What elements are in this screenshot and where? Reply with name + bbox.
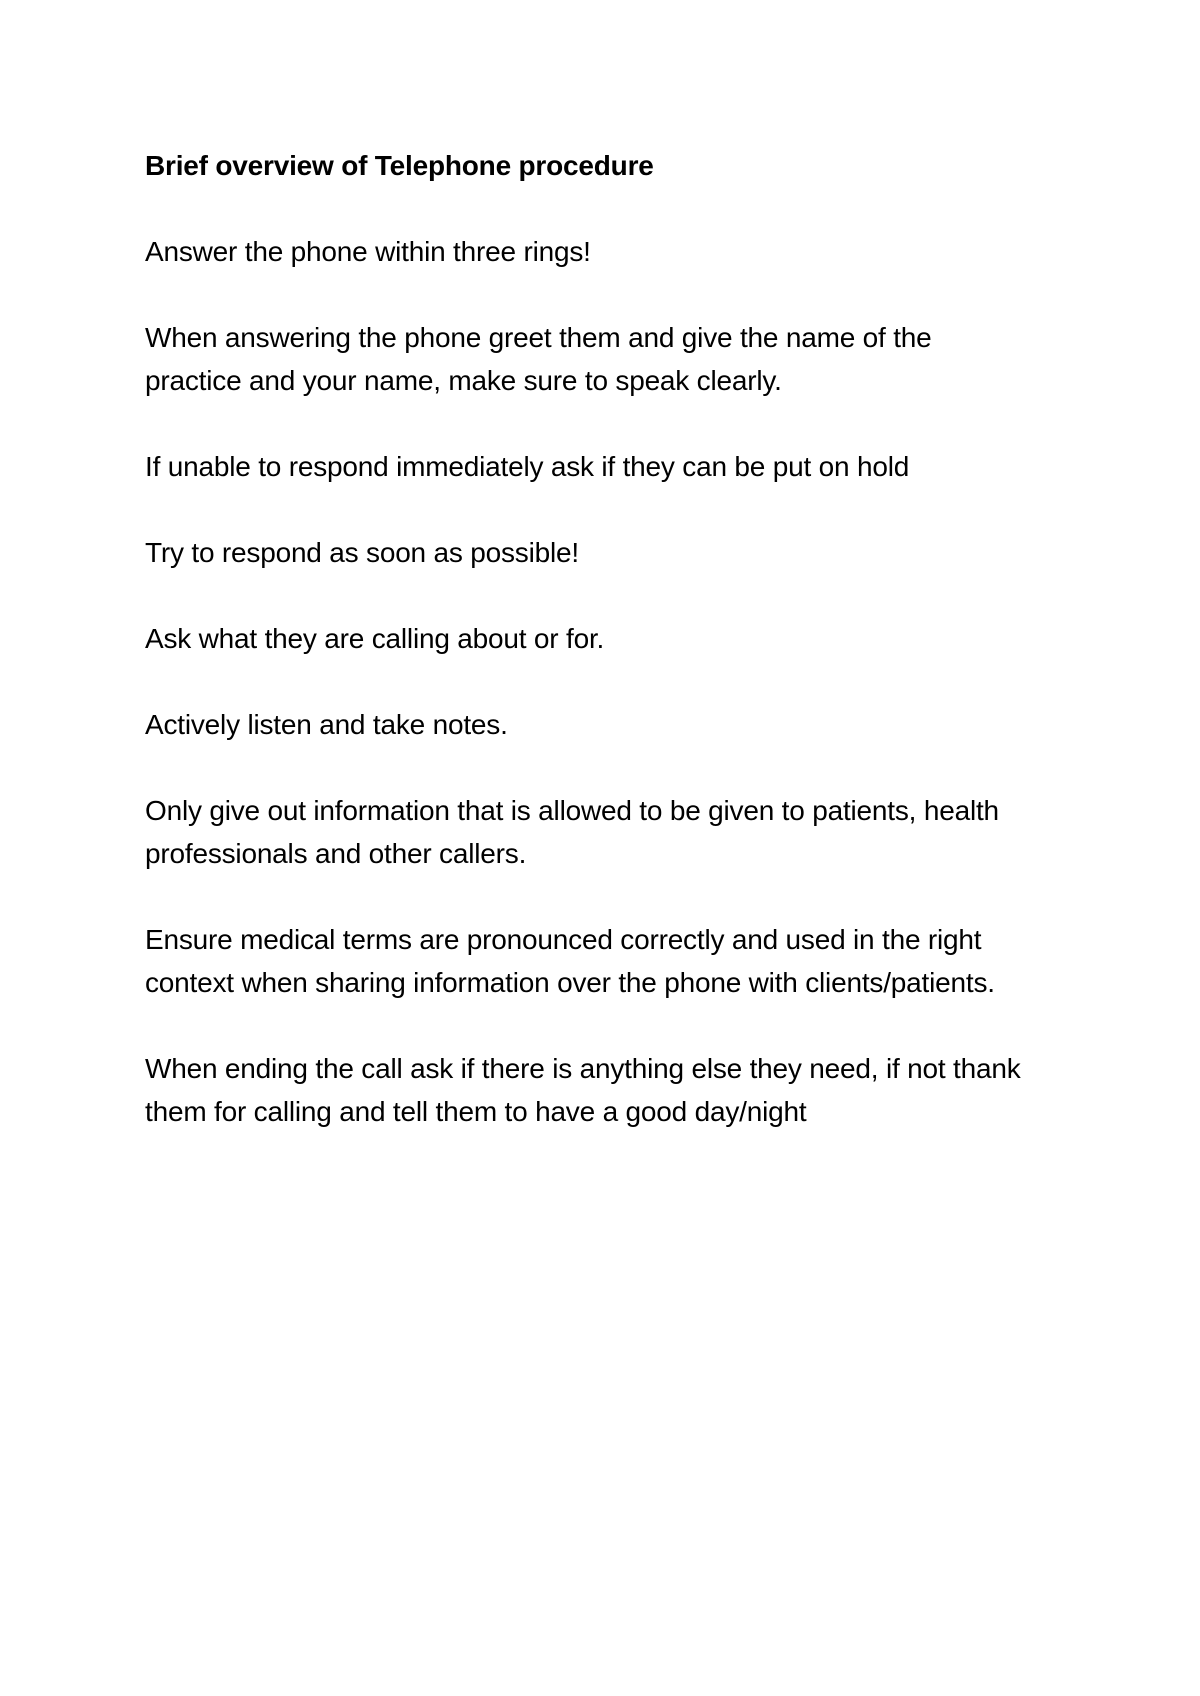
paragraph-answer-rings: Answer the phone within three rings! bbox=[145, 236, 591, 267]
paragraph-information-rules: Only give out information that is allowed to be given to patients, health professionals and other callers. bbox=[145, 795, 999, 869]
page-title: Brief overview of Telephone procedure bbox=[145, 150, 654, 181]
paragraph-respond-soon: Try to respond as soon as possible! bbox=[145, 537, 579, 568]
paragraph-ask-reason: Ask what they are calling about or for. bbox=[145, 623, 605, 654]
paragraph-greeting: When answering the phone greet them and give the name of the practice and your name, make sure to speak clearly. bbox=[145, 322, 932, 396]
paragraph-listen-notes: Actively listen and take notes. bbox=[145, 709, 508, 740]
document-body bbox=[145, 145, 1065, 1176]
paragraph-medical-terms: Ensure medical terms are pronounced correctly and used in the right context when sharing information over the phone with clients/patients. bbox=[145, 924, 995, 998]
paragraph-hold: If unable to respond immediately ask if they can be put on hold bbox=[145, 451, 910, 482]
paragraph-ending-call: When ending the call ask if there is anything else they need, if not thank them for calling and tell them to have a good day/night bbox=[145, 1053, 1021, 1127]
